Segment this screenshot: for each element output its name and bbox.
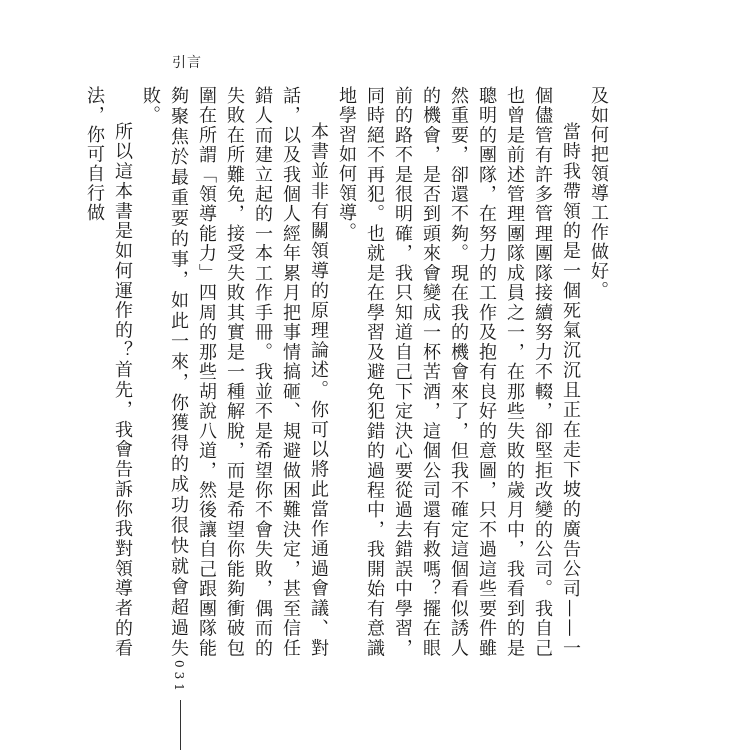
folio-divider <box>180 700 181 750</box>
paragraph: 所以這本書是如何運作的？首先，我會告訴你我對領導者的看法，你可自行做 <box>84 86 133 658</box>
paragraph: 當時我帶領的是一個死氣沉沉且正在走下坡的廣告公司——一個儘管有許多管理團隊接續努力不輟，卻堅拒改變的公司。我自己也曾是前述管理團隊成員之一，在那些失敗的歲月中，我看到的是聰明的團隊，在努力的工作及抱有良好的意圖，只不過這些要件雖然重要，卻還不夠。現在我的機會來了，但我不確定這個看似誘人的機會，是否到頭來會變成一杯苦酒，這個公司還有救嗎？擺在眼前的路不是很明確，我只知道自己下定決心要從過去錯誤中學習，同時絕不再犯。也就是在學習及避免犯錯的過程中，我開始有意識地學習如何領導。 <box>336 86 581 658</box>
page-number: 031 <box>172 660 186 695</box>
paragraph: 及如何把領導工作做好。 <box>588 86 609 301</box>
section-title: 引言 <box>172 55 202 71</box>
body-text <box>84 86 612 658</box>
paragraph: 本書並非有關領導的原理論述。你可以將此當作通過會議、對話，以及我個人經年累月把事情搞砸、規避做困難決定，甚至信任錯人而建立起的一本工作手冊。我並不是希望你不會失敗，偶而的失敗在所難免，接受失敗其實是一種解脫，而是希望你能夠衝破包圍在所謂「領導能力」四周的那些胡說八道，然後讓自己跟團隊能夠聚焦於最重要的事，如此一來，你獲得的成功很快就會超過失敗。 <box>140 86 329 658</box>
